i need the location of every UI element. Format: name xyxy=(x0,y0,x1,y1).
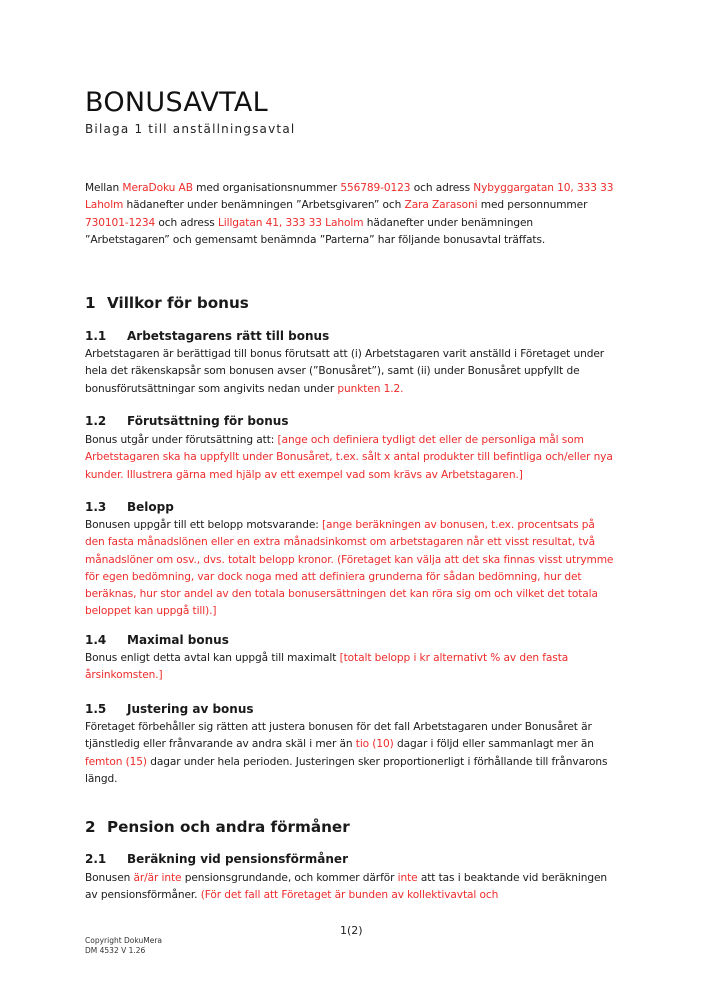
document-id: DM 4532 V 1.26 xyxy=(85,946,146,955)
body-text: Arbetstagaren är berättigad till bonus förutsatt att (i) Arbetstagaren varit anställd i Företaget under hela det räkenskapsår som bonusen avser (”Bonusåret”), samt (ii) under Bonusåret uppfyllt de bonusförutsättningar som angivits nedan under xyxy=(85,348,605,395)
subsection-title: Belopp xyxy=(127,500,174,514)
document-subtitle: Bilaga 1 till anställningsavtal xyxy=(85,122,296,136)
section-heading xyxy=(85,293,249,313)
copyright-text: Copyright DokuMera xyxy=(85,936,163,945)
subsection-number: 1.4 xyxy=(85,633,107,647)
personal-number: 730101-1234 xyxy=(85,216,156,229)
subsection-title: Arbetstagarens rätt till bonus xyxy=(127,329,330,343)
footer xyxy=(85,936,162,956)
subsection-title: Beräkning vid pensionsförmåner xyxy=(127,852,348,866)
body-text: Bonusen uppgår till ett belopp motsvarande: xyxy=(85,519,323,531)
subsection-heading xyxy=(85,632,229,648)
subsection-number: 1.5 xyxy=(85,702,107,716)
employee-address: Lillgatan 41, 333 33 Laholm xyxy=(217,216,364,229)
subsection-heading xyxy=(85,413,288,429)
placeholder-text: [ange beräkningen av bonusen, t.ex. procentsats på den fasta månadslönen eller en extra månadsinkomst om arbetstagaren når ett visst resultat, två månadslöner om osv., dvs. totalt belopp kronor. (Företaget kan välja att det ska finnas visst utrymme för egen bedömning, var dock noga med att definiera grunderna för sådan bedömning, hur det beräknas, hur stor andel av den totala bonusersättningen det kan röra sig om och vilket det totala beloppet kan uppgå till).] xyxy=(85,519,614,618)
placeholder-text: femton (15) xyxy=(85,755,147,768)
body-text: Företaget förbehåller sig rätten att justera bonusen för det fall Arbetstagaren under Bonusåret är tjänstledig eller frånvarande av andra skäl i mer än xyxy=(85,721,592,751)
body-text: pensionsgrundande, och kommer därför xyxy=(181,872,398,884)
subsection-body xyxy=(85,719,615,788)
subsection-heading xyxy=(85,328,329,344)
body-text: dagar i följd eller sammanlagt mer än xyxy=(393,738,594,751)
placeholder-text: punkten 1.2. xyxy=(337,382,404,395)
section-number: 1 xyxy=(85,294,96,312)
employee-name: Zara Zarasoni xyxy=(404,199,478,212)
company-name: MeraDoku AB xyxy=(122,182,193,194)
placeholder-text: [totalt belopp i kr alternativt % av den fasta årsinkomsten.] xyxy=(85,652,569,682)
intro-text: hädanefter under benämningen ”Arbetsgivaren” och xyxy=(123,199,405,212)
placeholder-text: inte xyxy=(397,872,418,884)
intro-text: med organisationsnummer xyxy=(192,182,341,194)
body-text: dagar under hela perioden. Justeringen sker proportionerligt i förhållande till frånvarons längd. xyxy=(85,755,608,785)
subsection-heading xyxy=(85,499,174,515)
body-text: Bonus utgår under förutsättning att: xyxy=(85,434,278,446)
document-title: BONUSAVTAL xyxy=(85,87,269,118)
body-text: att tas i beaktande vid beräkningen av pensionsförmåner. xyxy=(85,872,608,902)
intro-text: och adress xyxy=(155,216,218,229)
placeholder-text: tio (10) xyxy=(355,738,394,751)
body-text: Bonusen xyxy=(85,872,134,884)
subsection-body xyxy=(85,650,615,685)
subsection-heading xyxy=(85,851,348,867)
intro-paragraph xyxy=(85,180,615,249)
subsection-body xyxy=(85,870,615,905)
placeholder-text: (För det fall att Företaget är bunden av kollektivavtal och xyxy=(200,889,499,902)
subsection-title: Justering av bonus xyxy=(127,702,254,716)
section-number: 2 xyxy=(85,818,96,836)
subsection-body xyxy=(85,346,615,398)
subsection-title: Förutsättning för bonus xyxy=(127,414,289,428)
subsection-heading xyxy=(85,701,254,717)
section-heading xyxy=(85,817,350,837)
placeholder-text: är/är inte xyxy=(133,872,182,884)
subsection-number: 1.1 xyxy=(85,329,107,343)
body-text: Bonus enligt detta avtal kan uppgå till maximalt xyxy=(85,652,340,664)
subsection-body xyxy=(85,432,615,484)
page-number: 1(2) xyxy=(340,924,363,937)
company-address: Nybyggargatan 10, 333 33 Laholm xyxy=(85,182,614,212)
subsection-body xyxy=(85,517,615,621)
section-title: Villkor för bonus xyxy=(107,294,249,312)
intro-text: Mellan xyxy=(85,182,123,194)
intro-text: med personnummer xyxy=(477,199,588,212)
subsection-number: 2.1 xyxy=(85,852,107,866)
section-title: Pension och andra förmåner xyxy=(107,818,350,836)
intro-text: hädanefter under benämningen ”Arbetstagaren” och gemensamt benämnda ”Parterna” har följande bonusavtal träffats. xyxy=(85,216,546,246)
subsection-title: Maximal bonus xyxy=(127,633,229,647)
org-number: 556789-0123 xyxy=(340,182,411,194)
placeholder-text: [ange och definiera tydligt det eller de personliga mål som Arbetstagaren ska ha uppfyllt under Bonusåret, t.ex. sålt x antal produkter till befintliga och/eller nya kunder. Illustrera gärna med hjälp av ett exempel vad som krävs av Arbetstagaren.] xyxy=(85,434,613,481)
subsection-number: 1.2 xyxy=(85,414,107,428)
subsection-number: 1.3 xyxy=(85,500,107,514)
intro-text: och adress xyxy=(410,182,474,194)
